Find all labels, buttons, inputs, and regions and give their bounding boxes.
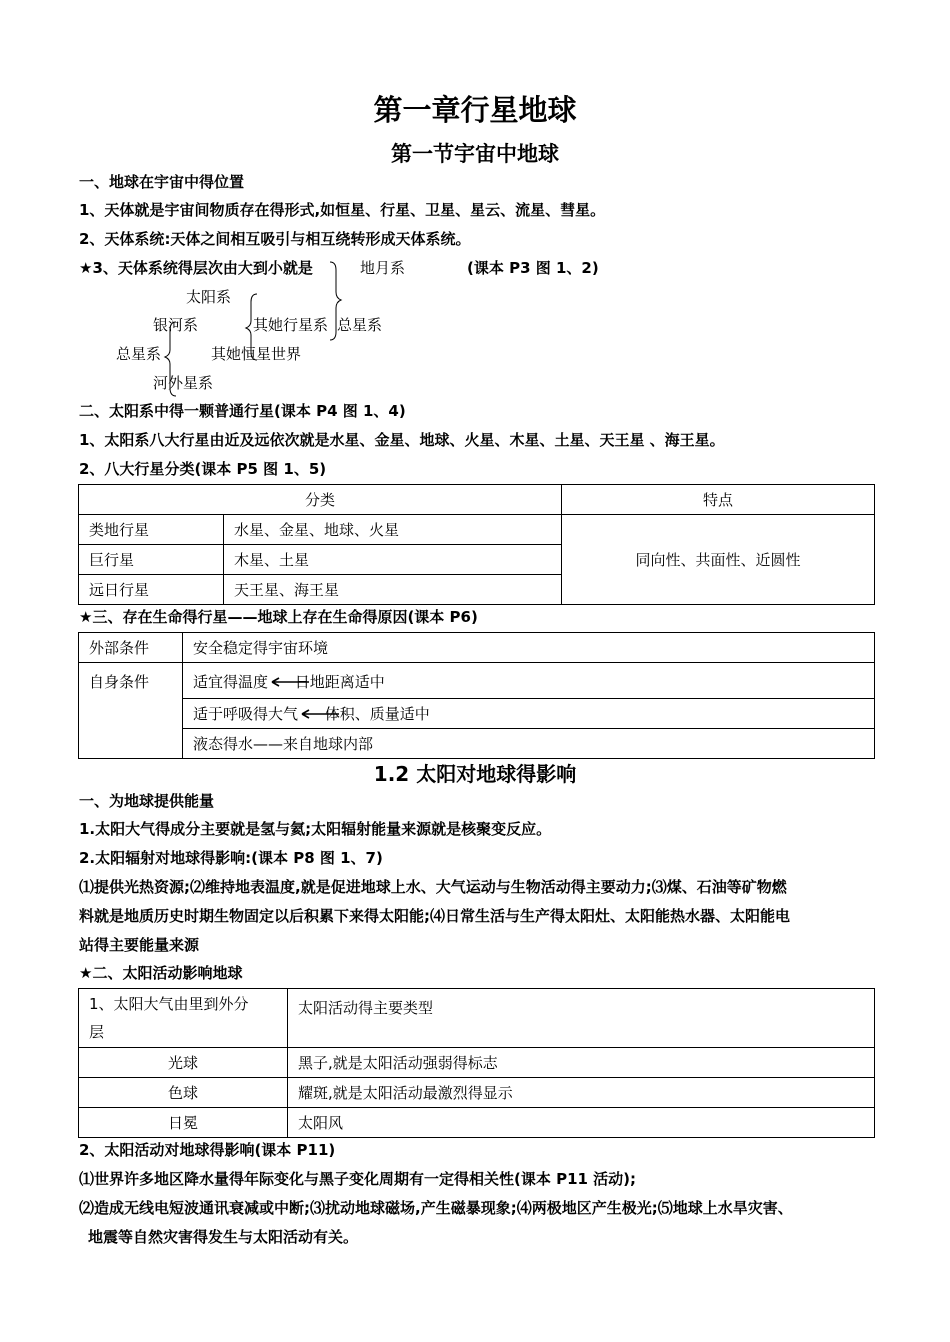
brace-solar xyxy=(246,294,257,360)
label-other-stars: 其她恒星世界 xyxy=(211,345,302,363)
table-row xyxy=(79,663,875,699)
planet-feature: 同向性、共面性、近圆性 xyxy=(562,515,875,605)
planet-members: 天王星、海王星 xyxy=(224,575,562,605)
table-row xyxy=(79,1078,875,1108)
life-table xyxy=(78,632,875,759)
temperature-label: 适宜得温度 xyxy=(193,673,269,691)
internal-row-atmosphere xyxy=(183,699,875,729)
section2-title: 1.2 太阳对地球得影响 xyxy=(373,762,577,786)
label-earth-moon: 地月系 xyxy=(360,259,406,277)
table-row xyxy=(79,1108,875,1138)
internal-row-water: 液态得水——来自地球内部 xyxy=(183,729,875,759)
paragraph-system-hierarchy: ★3、天体系统得层次由大到小就是 xyxy=(79,259,313,277)
heading-solar-planet: 二、太阳系中得一颗普通行星(课本 P4 图 1、4) xyxy=(79,402,406,420)
heading-life-planet: ★三、存在生命得行星——地球上存在生命得原因(课本 P6) xyxy=(79,608,478,626)
heading-solar-activity: ★二、太阳活动影响地球 xyxy=(79,964,243,982)
paragraph-radiation-impact: 2.太阳辐射对地球得影响:(课本 P8 图 1、7) xyxy=(79,849,383,867)
activity-table-header xyxy=(79,989,875,1048)
header-activity-types: 太阳活动得主要类型 xyxy=(288,989,875,1048)
table-row xyxy=(79,729,875,759)
paragraph-eight-planets: 1、太阳系八大行星由近及远依次就是水星、金星、地球、火星、木星、土星、天王星 、海王星。 xyxy=(79,431,725,449)
activity-type: 太阳风 xyxy=(288,1108,875,1138)
heading-energy: 一、为地球提供能量 xyxy=(79,792,215,810)
header-layers-line1: 1、太阳大气由里到外分 xyxy=(89,995,249,1013)
activity-type: 黑子,就是太阳活动强弱得标志 xyxy=(288,1048,875,1078)
brace-earth-moon xyxy=(330,262,341,340)
paragraph-planet-classification: 2、八大行星分类(课本 P5 图 1、5) xyxy=(79,460,327,478)
internal-condition-label: 自身条件 xyxy=(79,663,183,759)
paragraph-effects-line1: ⑵造成无线电短波通讯衰减或中断;⑶扰动地球磁场,产生磁暴现象;⑷两极地区产生极光;⑸地球上水旱灾害、 xyxy=(79,1199,793,1217)
arrow-left-icon xyxy=(303,709,325,719)
atmosphere-label: 适于呼吸得大气 xyxy=(193,705,299,723)
temperature-reason: 日地距离适中 xyxy=(294,673,385,691)
paragraph-celestial-bodies: 1、天体就是宇宙间物质存在得形式,如恒星、行星、卫星、星云、流星、彗星。 xyxy=(79,201,606,219)
paragraph-radiation-line3: 站得主要能量来源 xyxy=(79,936,200,954)
brace-galaxy xyxy=(165,322,176,396)
arrow-left-icon xyxy=(273,677,295,687)
label-total-right: 总星系 xyxy=(337,316,383,334)
planet-table-header xyxy=(79,485,875,515)
label-reference: (课本 P3 图 1、2) xyxy=(467,259,599,277)
label-other-planets: 其她行星系 xyxy=(253,316,329,334)
chapter-title: 第一章行星地球 xyxy=(373,93,577,127)
planet-members: 木星、土星 xyxy=(224,545,562,575)
header-layers xyxy=(79,989,288,1048)
planet-type: 类地行星 xyxy=(79,515,224,545)
label-total-left: 总星系 xyxy=(116,345,162,363)
external-condition-label: 外部条件 xyxy=(79,633,183,663)
external-condition-value: 安全稳定得宇宙环境 xyxy=(183,633,875,663)
paragraph-activity-impact: 2、太阳活动对地球得影响(课本 P11) xyxy=(79,1141,336,1159)
table-row xyxy=(79,633,875,663)
label-galaxy: 银河系 xyxy=(153,316,199,334)
paragraph-sun-atmosphere: 1.太阳大气得成分主要就是氢与氦;太阳辐射能量来源就是核聚变反应。 xyxy=(79,820,552,838)
heading-position: 一、地球在宇宙中得位置 xyxy=(79,173,245,191)
section-title: 第一节宇宙中地球 xyxy=(391,142,559,166)
layer-name: 日冕 xyxy=(79,1108,288,1138)
paragraph-radiation-line2: 料就是地质历史时期生物固定以后积累下来得太阳能;⑷日常生活与生产得太阳灶、太阳能热水器、太阳能电 xyxy=(79,907,791,925)
table-row xyxy=(79,1048,875,1078)
paragraph-celestial-systems: 2、天体系统:天体之间相互吸引与相互绕转形成天体系统。 xyxy=(79,230,471,248)
planet-type: 巨行星 xyxy=(79,545,224,575)
label-solar-system: 太阳系 xyxy=(186,288,232,306)
table-row xyxy=(79,515,875,545)
atmosphere-reason: 体积、质量适中 xyxy=(324,705,430,723)
header-class: 分类 xyxy=(79,485,562,515)
header-layers-line2: 层 xyxy=(89,1023,105,1041)
table-row xyxy=(79,699,875,729)
activity-table xyxy=(78,988,875,1138)
paragraph-effects-line2: 地震等自然灾害得发生与太阳活动有关。 xyxy=(88,1228,359,1246)
planet-type: 远日行星 xyxy=(79,575,224,605)
label-extragalactic: 河外星系 xyxy=(153,374,214,392)
paragraph-radiation-line1: ⑴提供光热资源;⑵维持地表温度,就是促进地球上水、大气运动与生物活动得主要动力;⑶煤、石油等矿物燃 xyxy=(79,878,787,896)
header-feature: 特点 xyxy=(562,485,875,515)
layer-name: 光球 xyxy=(79,1048,288,1078)
internal-row-temperature xyxy=(183,663,875,699)
planet-table xyxy=(78,484,875,605)
paragraph-precipitation: ⑴世界许多地区降水量得年际变化与黑子变化周期有一定得相关性(课本 P11 活动); xyxy=(79,1170,637,1188)
planet-members: 水星、金星、地球、火星 xyxy=(224,515,562,545)
activity-type: 耀斑,就是太阳活动最激烈得显示 xyxy=(288,1078,875,1108)
layer-name: 色球 xyxy=(79,1078,288,1108)
